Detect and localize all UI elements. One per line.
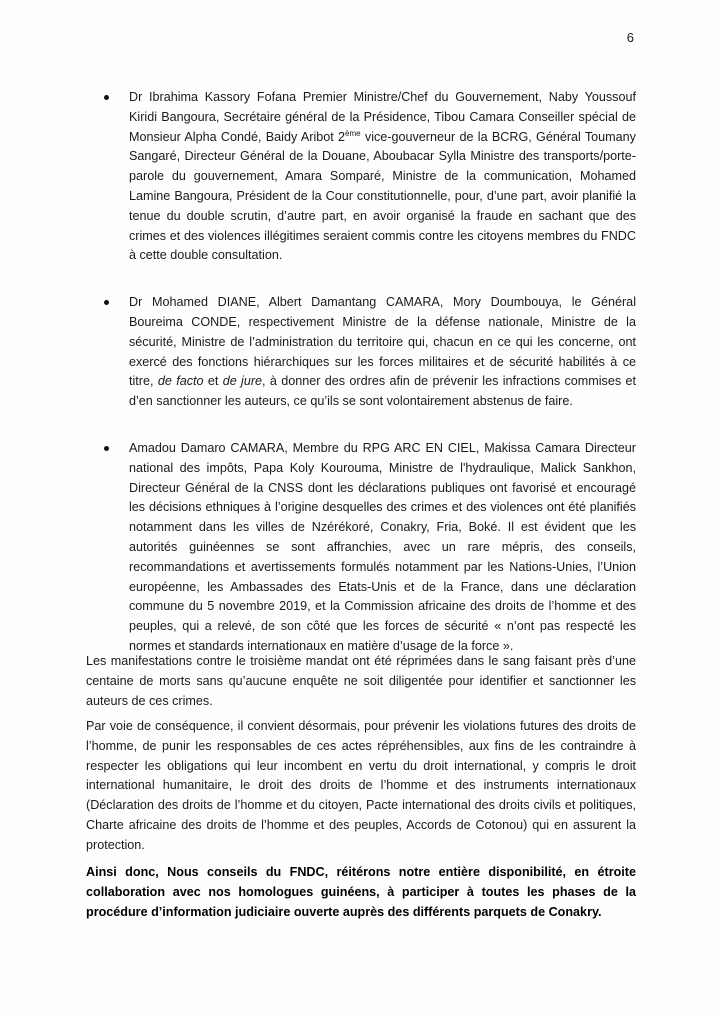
bullet-text-part: et xyxy=(203,374,223,389)
bullet-text-part: Dr Ibrahima Kassory Fofana Premier Ministre/Chef du Gouvernement, Naby Youssouf Kiridi Bangoura, Secrétaire général de la Présidence, Tibou Camara Conseiller spécial de Monsieur Alpha Condé, Baidy Aribot 2 xyxy=(129,90,636,144)
bullet-dot-icon xyxy=(104,95,109,100)
bullet-item-officials xyxy=(100,439,636,657)
bullet-text-part: vice-gouverneur de la BCRG, Général Toumany Sangaré, Directeur Général de la Douane, Aboubacar Sylla Ministre des transports/porte-parole du gouvernement, Amara Somparé, Ministre de la communication, Mohamed Lamine Bangoura, Président de la Cour constitutionnelle, pour, d’une part, avoir planifié la tenue du double scrutin, d’autre part, en avoir organisé la fraude en sachant que des crimes et des violences illégitimes seraient commis contre les citoyens membres du FNDC à cette double consultation. xyxy=(129,129,636,263)
bullet-dot-icon xyxy=(104,300,109,305)
bullet-text: Amadou Damaro CAMARA, Membre du RPG ARC EN CIEL, Makissa Camara Directeur national des impôts, Papa Koly Kourouma, Ministre de l'hydraulique, Malick Sankhon, Directeur Général de la CNSS dont les déclarations publiques ont favorisé et encouragé les décisions ethniques à l’origine desquelles des crimes et des violences ont été planifiés notamment dans les villes de Nzérékoré, Conakry, Fria, Boké. Il est évident que les autorités guinéennes se sont affranchies, avec un rare mépris, des conseils, recommandations et avertissements formulés notamment par les Nations-Unies, l’Union européenne, les Ambassades des Etats-Unis et de la France, dans une déclaration commune du 5 novembre 2019, et la Commission africaine des droits de l’homme et des peuples, qui a relevé, de son côté que les forces de sécurité « n’ont pas respecté les normes et standards internationaux en matière d’usage de la force ». xyxy=(129,440,636,653)
bullet-text-part: , à donner des ordres afin de prévenir les infractions commises et d’en sanctionner les auteurs, ce qu’ils se sont volontairement abstenus de faire. xyxy=(129,374,636,409)
bullet-text-part: Dr Mohamed DIANE, Albert Damantang CAMARA, Mory Doumbouya, le Général Boureima CONDE, respectivement Ministre de la défense nationale, Ministre de la sécurité, Ministre de l’administration du territoire qui, chacun en ce qui les concerne, ont exercé des fonctions hiérarchiques sur les forces militaires et de sécurité habilités à ce titre, xyxy=(129,295,636,389)
paragraph-conclusion-bold: Ainsi donc, Nous conseils du FNDC, réitérons notre entière disponibilité, en étroite collaboration avec nos homologues guinéens, à participer à toutes les phases de la procédure d’information judiciaire ouverte auprès des différents parquets de Conakry. xyxy=(86,865,636,919)
bullet-item-ministers xyxy=(100,88,636,266)
superscript: ème xyxy=(345,128,361,138)
italic-term: de jure xyxy=(222,374,263,389)
bullet-list xyxy=(100,88,636,657)
italic-term: de facto xyxy=(157,374,204,389)
bullet-dot-icon xyxy=(104,446,109,451)
paragraph-repression: Les manifestations contre le troisième mandat ont été réprimées dans le sang faisant près d’une centaine de morts sans qu’aucune enquête ne soit diligentée pour identifier et sanctionner les auteurs de ces crimes. xyxy=(86,654,636,708)
page-number: 6 xyxy=(626,30,634,45)
bullet-item-security-chiefs xyxy=(100,293,636,412)
paragraph-consequence: Par voie de conséquence, il convient désormais, pour prévenir les violations futures des droits de l’homme, de punir les responsables de ces actes répréhensibles, aux fins de les contraindre à respecter les obligations qui leur incombent en vertu du droit international, y compris le droit international humanitaire, le droit des droits de l’homme et des instruments internationaux (Déclaration des droits de l’homme et du citoyen, Pacte international des droits civils et politiques, Charte africaine des droits de l’homme et des peuples, Accords de Cotonou) qui en assurent la protection. xyxy=(86,719,636,852)
